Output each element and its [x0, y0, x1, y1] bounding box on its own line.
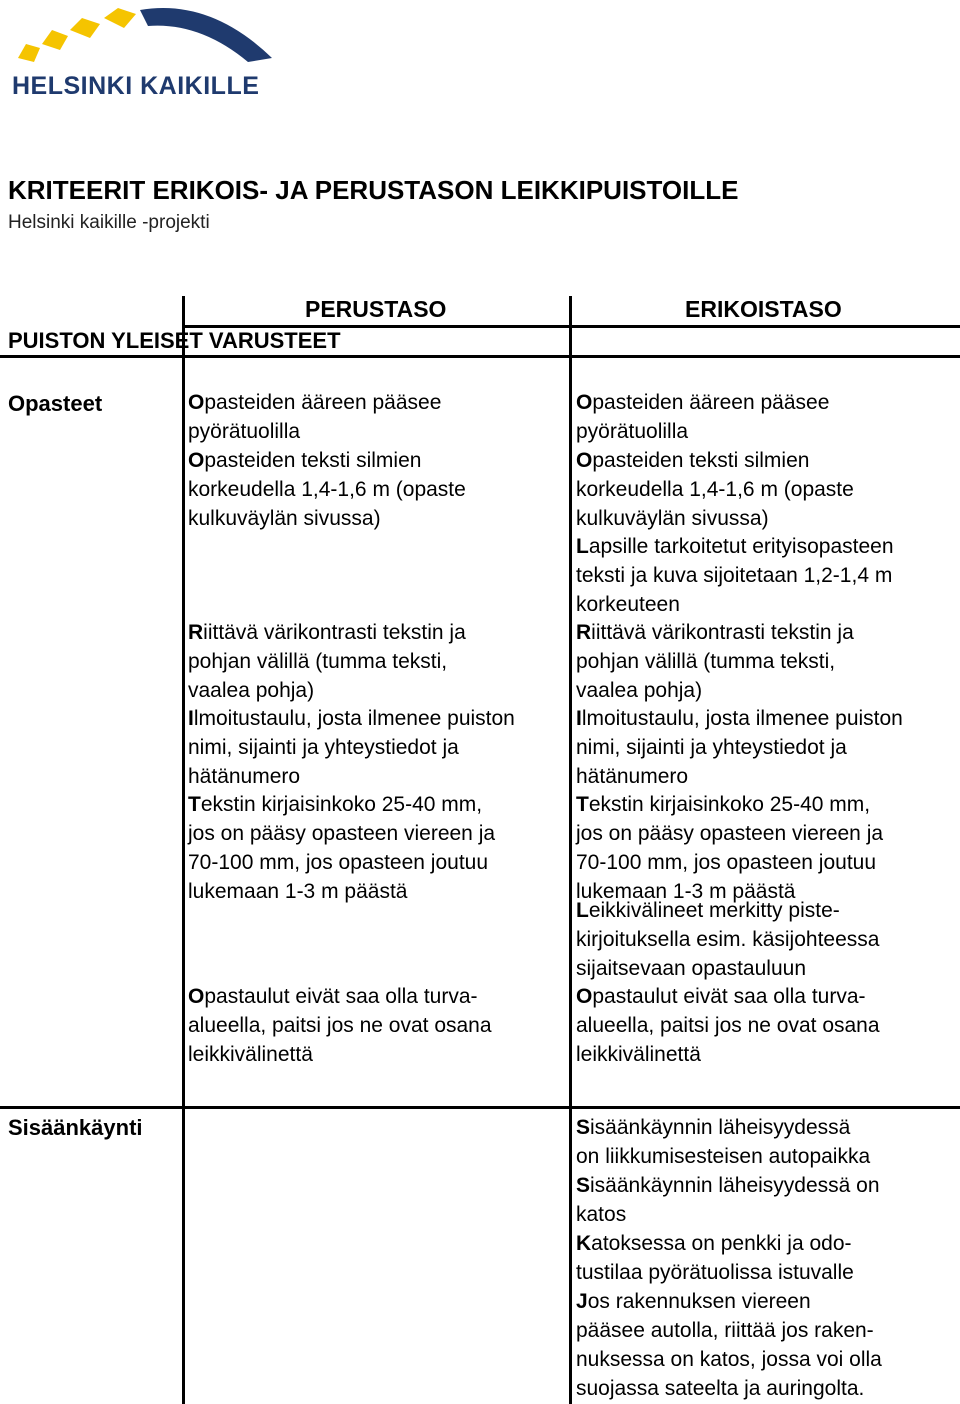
- criterion-text: pastaulut eivät saa olla turva- alueella, paitsi jos ne ovat osana leikkivälinettä: [576, 985, 880, 1066]
- criterion-item: [576, 388, 960, 446]
- criterion-text: ekstin kirjaisinkoko 25-40 mm, jos on pääsy opasteen viereen ja 70-100 mm, jos opasteen joutuu lukemaan 1-3 m päästä: [576, 793, 884, 903]
- criterion-lead-letter: R: [188, 621, 204, 644]
- criterion-text: iittävä värikontrasti tekstin ja pohjan välillä (tumma teksti, vaalea pohja): [576, 621, 854, 702]
- column-header-perustaso: PERUSTASO: [305, 296, 447, 322]
- criterion-lead-letter: O: [576, 449, 593, 472]
- logo-stripe: [42, 30, 68, 50]
- criterion-lead-letter: S: [576, 1174, 591, 1197]
- criterion-lead-letter: O: [188, 985, 205, 1008]
- cell-sisaankaynti-perustaso: [188, 1114, 568, 1404]
- criterion-item: [576, 618, 960, 705]
- criterion-item: [576, 1287, 960, 1403]
- criterion-text: atoksessa on penkki ja odo- tustilaa pyörätuolissa istuvalle: [576, 1232, 854, 1284]
- cell-opasteet-erikoistaso: [576, 388, 960, 1098]
- criterion-text: eikkivälineet merkitty piste- kirjoituksella esim. käsijohteessa sijaitsevaan opastauluun: [576, 899, 880, 980]
- criterion-lead-letter: R: [576, 621, 592, 644]
- criterion-text: pasteiden teksti silmien korkeudella 1,4-1,6 m (opaste kulkuväylän sivussa): [576, 449, 854, 530]
- logo-arc: [140, 8, 272, 62]
- criterion-item: [188, 618, 568, 705]
- criterion-text: iittävä värikontrasti tekstin ja pohjan välillä (tumma teksti, vaalea pohja): [188, 621, 466, 702]
- section-underline: [0, 355, 960, 358]
- criterion-item: [576, 1229, 960, 1287]
- criterion-text: pasteiden ääreen pääsee pyörätuolilla: [576, 391, 830, 443]
- column-divider-right: [569, 296, 572, 1404]
- criterion-item: [188, 982, 568, 1069]
- criterion-text: ekstin kirjaisinkoko 25-40 mm, jos on pääsy opasteen viereen ja 70-100 mm, jos opasteen joutuu lukemaan 1-3 m päästä: [188, 793, 496, 903]
- criterion-text: lmoitustaulu, josta ilmenee puiston nimi, sijainti ja yhteystiedot ja hätänumero: [576, 707, 903, 788]
- criterion-text: apsille tarkoitetut erityisopasteen teksti ja kuva sijoitetaan 1,2-1,4 m korkeuteen: [576, 535, 894, 616]
- cell-opasteet-perustaso: [188, 388, 568, 1098]
- helsinki-kaikille-logo: [10, 0, 280, 70]
- row-divider: [0, 1106, 960, 1109]
- criterion-item: [576, 1113, 960, 1171]
- criterion-text: pastaulut eivät saa olla turva- alueella, paitsi jos ne ovat osana leikkivälinettä: [188, 985, 492, 1066]
- row-label-opasteet: Opasteet: [8, 391, 103, 416]
- criterion-item: [576, 896, 960, 983]
- criterion-lead-letter: T: [576, 793, 589, 816]
- criterion-text: isäänkäynnin läheisyydessä on liikkumisesteisen autopaikka: [576, 1116, 871, 1168]
- criterion-item: [576, 446, 960, 533]
- logo-text: HELSINKI KAIKILLE: [12, 72, 260, 100]
- criterion-lead-letter: S: [576, 1116, 591, 1139]
- logo-stripe: [104, 8, 136, 28]
- column-divider-left: [182, 296, 185, 1404]
- page-subtitle: Helsinki kaikille -projekti: [8, 212, 210, 233]
- criterion-item: [576, 704, 960, 791]
- criterion-item: [576, 532, 960, 619]
- criterion-item: [188, 388, 568, 446]
- criterion-lead-letter: T: [188, 793, 201, 816]
- criterion-lead-letter: J: [576, 1290, 588, 1313]
- criterion-lead-letter: L: [576, 899, 589, 922]
- criterion-lead-letter: O: [576, 391, 593, 414]
- criterion-lead-letter: O: [188, 449, 205, 472]
- logo-stripe: [18, 44, 40, 62]
- criterion-text: lmoitustaulu, josta ilmenee puiston nimi, sijainti ja yhteystiedot ja hätänumero: [188, 707, 515, 788]
- cell-sisaankaynti-erikoistaso: [576, 1113, 960, 1403]
- criterion-item: [188, 704, 568, 791]
- criterion-item: [576, 982, 960, 1069]
- logo-stripe: [70, 18, 100, 38]
- criterion-item: [188, 446, 568, 533]
- criterion-text: pasteiden ääreen pääsee pyörätuolilla: [188, 391, 442, 443]
- criterion-item: [576, 1171, 960, 1229]
- criterion-text: pasteiden teksti silmien korkeudella 1,4-1,6 m (opaste kulkuväylän sivussa): [188, 449, 466, 530]
- criterion-item: [188, 790, 568, 906]
- criterion-lead-letter: I: [576, 707, 582, 730]
- section-header: PUISTON YLEISET VARUSTEET: [8, 328, 341, 353]
- criterion-text: isäänkäynnin läheisyydessä on katos: [576, 1174, 880, 1226]
- page-title: KRITEERIT ERIKOIS- JA PERUSTASON LEIKKIPUISTOILLE: [8, 175, 739, 205]
- criterion-lead-letter: K: [576, 1232, 592, 1255]
- criterion-item: [576, 790, 960, 906]
- criterion-lead-letter: O: [188, 391, 205, 414]
- criterion-lead-letter: I: [188, 707, 194, 730]
- column-header-erikoistaso: ERIKOISTASO: [685, 296, 842, 322]
- criterion-text: os rakennuksen viereen pääsee autolla, riittää jos raken- nuksessa on katos, jossa voi olla suojassa sateelta ja auringolta.: [576, 1290, 882, 1400]
- criterion-lead-letter: L: [576, 535, 589, 558]
- row-label-sisaankaynti: Sisäänkäynti: [8, 1115, 143, 1140]
- criterion-lead-letter: O: [576, 985, 593, 1008]
